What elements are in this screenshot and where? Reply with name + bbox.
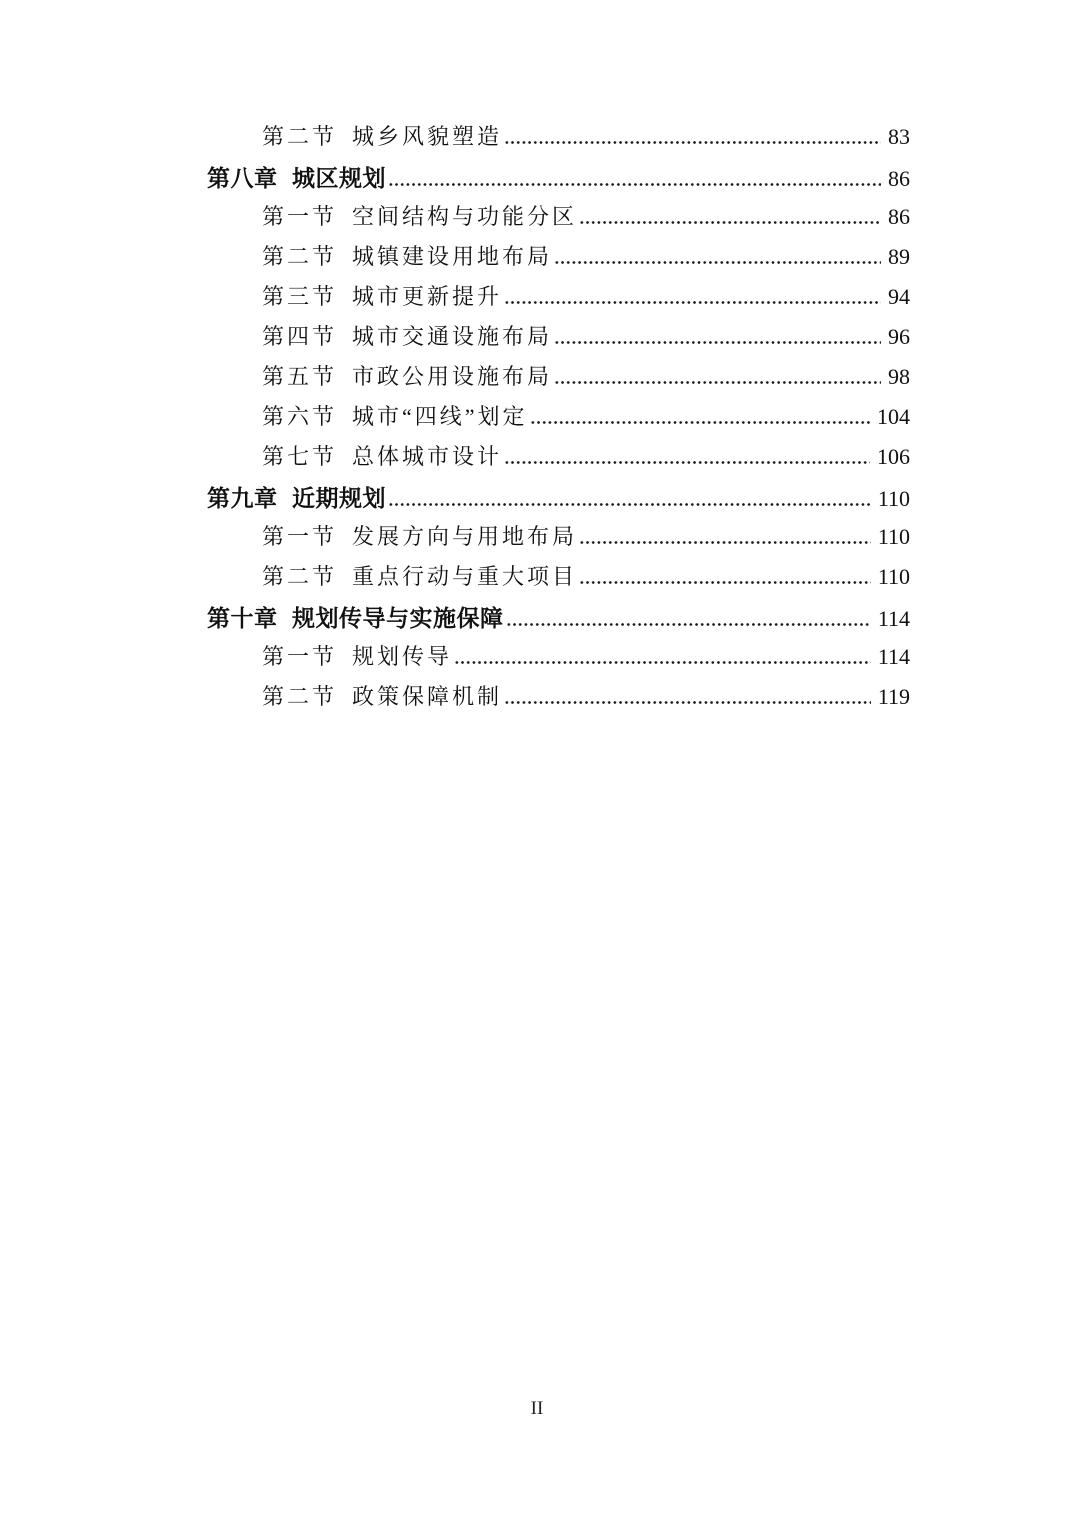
- toc-entry-section: [207, 320, 910, 360]
- toc-entry-page-number: 114: [877, 644, 910, 669]
- toc-entry-label: 第一节: [262, 644, 338, 669]
- toc-entry-page-number: 94: [888, 284, 910, 309]
- toc-entry-page-number: 110: [877, 564, 910, 589]
- toc-entry-page-number: 83: [888, 124, 910, 149]
- toc-entry-title: 城镇建设用地布局: [352, 244, 553, 269]
- toc-entry-page-number: 86: [888, 204, 910, 229]
- toc-entry-label: 第二节: [262, 124, 338, 149]
- dotted-leader: [504, 141, 881, 144]
- toc-entry-label: 第十章: [207, 605, 278, 631]
- toc-entry-title: 市政公用设施布局: [352, 364, 553, 389]
- toc-entry-chapter: [207, 480, 910, 520]
- toc-entry-label: 第二节: [262, 684, 338, 709]
- toc-entry-title: 城市“四线”划定: [352, 404, 528, 429]
- toc-entry-section: [207, 560, 910, 600]
- toc-entry-page-number: 96: [888, 324, 910, 349]
- toc-entry-page-number: 104: [877, 404, 910, 429]
- toc-entry-title: 城区规划: [292, 165, 386, 191]
- toc-entry-page-number: 106: [877, 444, 910, 469]
- toc-entry-label: 第二节: [262, 244, 338, 269]
- dotted-leader: [506, 623, 871, 626]
- toc-entry-title: 总体城市设计: [352, 444, 503, 469]
- toc-entry-label: 第一节: [262, 204, 338, 229]
- dotted-leader: [388, 503, 871, 506]
- toc-entry-page-number: 114: [877, 606, 910, 631]
- toc-entry-chapter: [207, 160, 910, 200]
- toc-entry-section: [207, 520, 910, 560]
- toc-list: [207, 120, 910, 720]
- toc-entry-label: 第三节: [262, 284, 338, 309]
- toc-entry-label: 第五节: [262, 364, 338, 389]
- toc-entry-label: 第二节: [262, 564, 338, 589]
- toc-entry-title: 城市交通设施布局: [352, 324, 553, 349]
- toc-entry-title: 近期规划: [292, 485, 386, 511]
- toc-entry-section: [207, 440, 910, 480]
- dotted-leader: [579, 581, 871, 584]
- toc-entry-label: 第四节: [262, 324, 338, 349]
- dotted-leader: [504, 701, 871, 704]
- toc-entry-page-number: 110: [877, 486, 910, 511]
- toc-entry-section: [207, 240, 910, 280]
- toc-entry-title: 城市更新提升: [352, 284, 503, 309]
- dotted-leader: [579, 221, 881, 224]
- toc-entry-title: 政策保障机制: [352, 684, 503, 709]
- dotted-leader: [530, 421, 870, 424]
- toc-entry-section: [207, 400, 910, 440]
- footer-page-label: II: [530, 1398, 544, 1419]
- dotted-leader: [554, 261, 881, 264]
- toc-entry-section: [207, 280, 910, 320]
- toc-entry-page-number: 98: [888, 364, 910, 389]
- toc-entry-page-number: 110: [877, 524, 910, 549]
- toc-entry-page-number: 119: [877, 684, 910, 709]
- toc-entry-section: [207, 360, 910, 400]
- toc-entry-chapter: [207, 600, 910, 640]
- dotted-leader: [504, 461, 870, 464]
- toc-entry-title: 空间结构与功能分区: [352, 204, 578, 229]
- toc-entry-title: 城乡风貌塑造: [352, 124, 503, 149]
- toc-entry-label: 第八章: [207, 165, 278, 191]
- dotted-leader: [504, 301, 881, 304]
- toc-entry-label: 第七节: [262, 444, 338, 469]
- toc-entry-section: [207, 120, 910, 160]
- toc-entry-title: 规划传导: [352, 644, 453, 669]
- toc-entry-section: [207, 640, 910, 680]
- toc-entry-section: [207, 680, 910, 720]
- toc-entry-label: 第一节: [262, 524, 338, 549]
- toc-entry-page-number: 86: [888, 166, 910, 191]
- toc-entry-label: 第六节: [262, 404, 338, 429]
- dotted-leader: [454, 661, 871, 664]
- dotted-leader: [554, 381, 881, 384]
- toc-entry-section: [207, 200, 910, 240]
- dotted-leader: [554, 341, 881, 344]
- toc-entry-page-number: 89: [888, 244, 910, 269]
- toc-entry-title: 发展方向与用地布局: [352, 524, 578, 549]
- toc-entry-title: 规划传导与实施保障: [292, 605, 504, 631]
- dotted-leader: [579, 541, 871, 544]
- toc-entry-title: 重点行动与重大项目: [352, 564, 578, 589]
- dotted-leader: [388, 183, 881, 186]
- toc-entry-label: 第九章: [207, 485, 278, 511]
